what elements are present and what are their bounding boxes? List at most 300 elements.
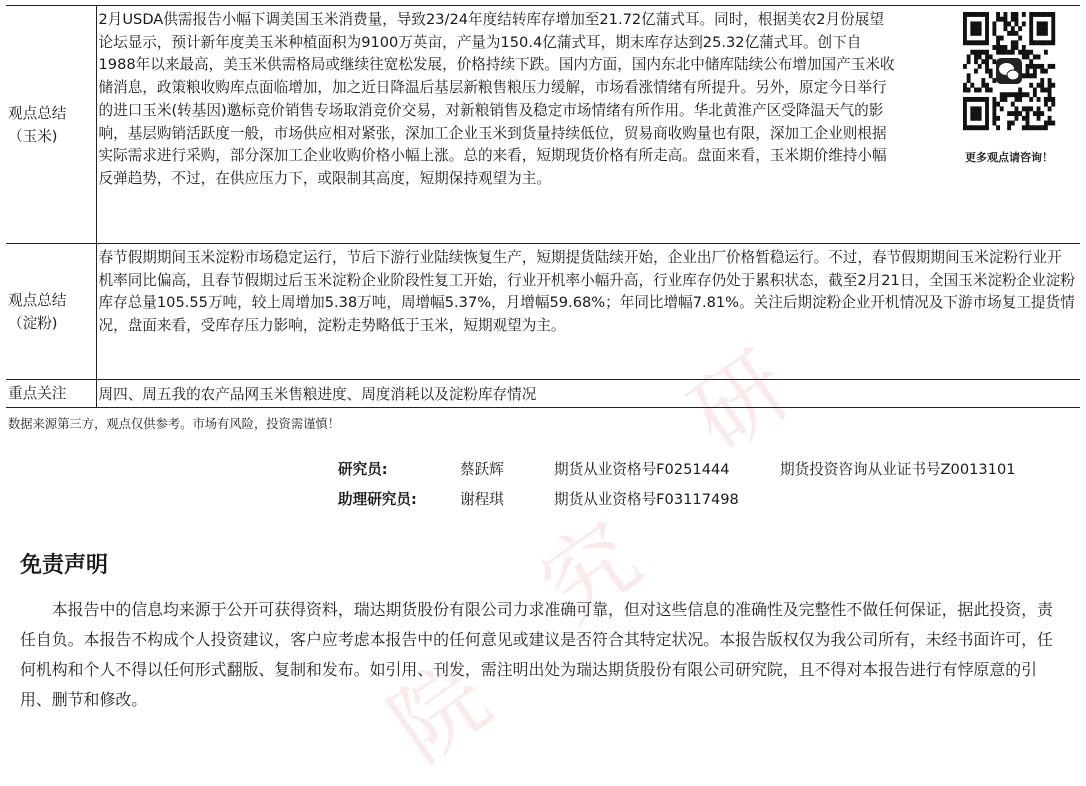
qr-module — [1037, 83, 1041, 88]
qr-module — [1048, 12, 1052, 17]
qr-module — [1026, 54, 1030, 59]
qr-module — [1029, 31, 1033, 36]
watermark-char: 院 — [371, 641, 509, 783]
qr-module — [1048, 78, 1052, 83]
qr-module — [1015, 92, 1019, 97]
qr-module — [1003, 26, 1007, 31]
qr-module — [1048, 121, 1052, 126]
qr-module — [996, 102, 1000, 107]
qr-module — [981, 78, 985, 83]
qr-module — [1033, 64, 1037, 69]
qr-module — [1022, 54, 1026, 59]
qr-module — [1051, 31, 1055, 36]
qr-module — [992, 97, 996, 102]
qr-module — [985, 83, 989, 88]
corn-summary-text: 2月USDA供需报告小幅下调美国玉米消费量，导致23/24年度结转库存增加至21.72亿蒲式耳。同时，根据美农2月份展望论坛显示，预计新年度美玉米种植面积为9100万英亩，产量为150.4亿蒲式耳，期末库存达到25.32亿蒲式耳。创下自1988年以来最高，美玉米供需格局或继续往宽松发展，价格持续下跌。国内方面，国内东北中储库陆续公布增加国产玉米收储消息，政策粮收购库点面临增加，加之近日降温后基层新粮售粮压力缓解，市场看涨情绪有所提升。另外，原定今日举行的进口玉米(转基因)邀标竞价销售专场取消竞价交易，对新粮销售及稳定市场情绪有所作用。华北黄淮产区受降温天气的影响，基层购销活跃度一般，市场供应相对紧张，深加工企业玉米到货量持续低位，贸易商收购量也有限，深加工企业则根据实际需求进行采购，部分深加工企业收购价格小幅上涨。总的来看，短期现货价格有所走高。盘面来看，玉米期价维持小幅反弹趋势，不过，在供应压力下，或限制其高度，短期保持观望为主。 — [98, 11, 895, 187]
qr-module — [981, 50, 985, 55]
qr-module — [992, 106, 996, 111]
qr-module — [1007, 31, 1011, 36]
qr-module — [992, 102, 996, 107]
qr-module — [1048, 92, 1052, 97]
qr-module — [978, 64, 982, 69]
qr-module — [1037, 40, 1041, 45]
qr-module — [1015, 40, 1019, 45]
qr-module — [1029, 73, 1033, 78]
qr-module — [978, 88, 982, 93]
qr-block — [944, 12, 1074, 169]
qr-module — [970, 40, 974, 45]
qr-module — [1029, 21, 1033, 26]
qr-module — [1026, 73, 1030, 78]
qr-module — [967, 12, 971, 17]
qr-module — [1026, 69, 1030, 74]
qr-module — [978, 50, 982, 55]
qr-module — [1033, 111, 1037, 116]
qr-module — [1029, 125, 1033, 130]
qr-module — [963, 17, 967, 22]
qr-module — [996, 40, 1000, 45]
qr-module — [974, 88, 978, 93]
qr-module — [1007, 92, 1011, 97]
row-content-corn — [96, 6, 1080, 244]
disclaimer-body: 本报告中的信息均来源于公开可获得资料，瑞达期货股份有限公司力求准确可靠，但对这些信息的准确性及完整性不做任何保证，据此投资，责任自负。本报告不构成个人投资建议，客户应考虑本报告中的任何意见或建议是否符合其特定状况。本报告版权仅为我公司所有，未经书面许可，任何机构和个人不得以任何形式翻版、复制和发布。如引用、刊发，需注明出处为瑞达期货股份有限公司研究院，且不得对本报告进行有悖原意的引用、删节和修改。 — [20, 600, 1053, 709]
qr-module — [978, 40, 982, 45]
qr-module — [978, 111, 982, 116]
qr-module — [1037, 97, 1041, 102]
qr-module — [974, 40, 978, 45]
qr-module — [1040, 40, 1044, 45]
qr-module — [974, 106, 978, 111]
qr-module — [1007, 111, 1011, 116]
qr-module — [985, 40, 989, 45]
qr-module — [996, 116, 1000, 121]
qr-module — [1026, 116, 1030, 121]
qr-module — [1033, 40, 1037, 45]
qr-module — [963, 64, 967, 69]
qr-module — [989, 54, 993, 59]
qr-module — [963, 106, 967, 111]
staff-cert: 期货从业资格号F03117498 — [554, 490, 739, 508]
qr-module — [1000, 97, 1004, 102]
qr-module — [1040, 78, 1044, 83]
qr-module — [1015, 45, 1019, 50]
qr-module — [985, 111, 989, 116]
qr-module — [1029, 12, 1033, 17]
table-row-focus — [6, 380, 1080, 408]
qr-module — [978, 12, 982, 17]
staff-row-researcher — [338, 453, 1016, 483]
qr-module — [1040, 12, 1044, 17]
qr-module — [963, 31, 967, 36]
qr-module — [985, 97, 989, 102]
qr-module — [985, 36, 989, 41]
qr-module — [963, 97, 967, 102]
qr-module — [1051, 17, 1055, 22]
qr-module — [1015, 17, 1019, 22]
qr-module — [985, 125, 989, 130]
qr-module — [963, 88, 967, 93]
qr-module — [981, 125, 985, 130]
qr-module — [1037, 111, 1041, 116]
qr-module — [1051, 102, 1055, 107]
qr-module — [981, 40, 985, 45]
qr-module — [963, 121, 967, 126]
row-content-starch: 春节假期期间玉米淀粉市场稳定运行，节后下游行业陆续恢复生产，短期提货陆续开始，企业出厂价格暂稳运行。不过，春节假期期间玉米淀粉行业开机率同比偏高，且春节假期过后玉米淀粉企业阶段性复工开始，行业开机率小幅升高，行业库存仍处于累积状态，截至2月21日，全国玉米淀粉企业淀粉库存总量105.55万吨，较上周增加5.38万吨，周增幅5.37%，月增幅59.68%；年同比增幅7.81%。关注后期淀粉企业开机情况及下游市场复工提货情况，盘面来看，受库存压力影响，淀粉走势略低于玉米，短期观望为主。 — [96, 244, 1080, 380]
qr-module — [1029, 64, 1033, 69]
qr-module — [1037, 125, 1041, 130]
qr-module — [992, 31, 996, 36]
qr-module — [970, 97, 974, 102]
qr-module — [974, 50, 978, 55]
qr-module — [1037, 106, 1041, 111]
qr-module — [1003, 12, 1007, 17]
qr-module — [981, 97, 985, 102]
qr-module — [974, 12, 978, 17]
disclaimer-title: 免责声明 — [20, 553, 109, 578]
qr-module — [1048, 40, 1052, 45]
qr-module — [1018, 92, 1022, 97]
qr-module — [1040, 64, 1044, 69]
qr-module — [985, 12, 989, 17]
table-row-corn — [6, 6, 1080, 244]
qr-module — [1018, 36, 1022, 41]
qr-module — [1048, 83, 1052, 88]
qr-module — [1037, 116, 1041, 121]
qr-module — [1033, 88, 1037, 93]
qr-module — [1011, 17, 1015, 22]
qr-module — [1040, 31, 1044, 36]
qr-module — [1011, 121, 1015, 126]
qr-module — [996, 36, 1000, 41]
qr-module — [967, 54, 971, 59]
qr-module — [1051, 97, 1055, 102]
qr-module — [985, 121, 989, 126]
qr-module — [985, 106, 989, 111]
qr-module — [1007, 21, 1011, 26]
qr-module — [970, 116, 974, 121]
qr-module — [1044, 31, 1048, 36]
qr-module — [1037, 26, 1041, 31]
qr-module — [963, 111, 967, 116]
row-label-starch: 观点总结（淀粉) — [6, 244, 96, 380]
qr-module — [996, 17, 1000, 22]
staff-cert: 期货从业资格号F0251444 — [554, 460, 730, 478]
qr-module — [1029, 97, 1033, 102]
qr-module — [985, 31, 989, 36]
qr-module — [1026, 125, 1030, 130]
qr-module — [1015, 111, 1019, 116]
qr-module — [1026, 92, 1030, 97]
qr-module — [970, 50, 974, 55]
qr-module — [974, 111, 978, 116]
qr-module — [992, 111, 996, 116]
qr-module — [1029, 59, 1033, 64]
qr-module — [1007, 121, 1011, 126]
qr-module — [996, 12, 1000, 17]
qr-module — [1022, 125, 1026, 130]
qr-module — [967, 40, 971, 45]
watermark-char: 究 — [521, 501, 659, 643]
qr-module — [992, 78, 996, 83]
qr-module — [1000, 36, 1004, 41]
qr-module — [963, 125, 967, 130]
qr-module — [981, 83, 985, 88]
qr-module — [1033, 12, 1037, 17]
qr-module — [1007, 125, 1011, 130]
qr-code — [963, 12, 1055, 130]
qr-module — [1033, 69, 1037, 74]
qr-module — [1026, 111, 1030, 116]
qr-module — [1003, 17, 1007, 22]
qr-module — [1022, 50, 1026, 55]
qr-module — [1051, 64, 1055, 69]
qr-module — [1029, 40, 1033, 45]
qr-module — [1022, 45, 1026, 50]
qr-module — [978, 125, 982, 130]
qr-module — [992, 116, 996, 121]
qr-module — [985, 50, 989, 55]
qr-module — [1029, 50, 1033, 55]
qr-module — [1033, 73, 1037, 78]
staff-role: 研究员: — [338, 460, 388, 478]
qr-caption: 更多观点请咨询！ — [965, 150, 1053, 164]
qr-module — [1044, 125, 1048, 130]
qr-module — [1051, 36, 1055, 41]
watermark-char: 研 — [671, 331, 809, 473]
qr-module — [1011, 50, 1015, 55]
qr-module — [1011, 31, 1015, 36]
qr-module — [967, 88, 971, 93]
qr-module — [1048, 106, 1052, 111]
qr-module — [1022, 21, 1026, 26]
wechat-icon — [996, 58, 1022, 84]
qr-module — [1051, 26, 1055, 31]
qr-module — [967, 59, 971, 64]
qr-module — [978, 54, 982, 59]
qr-module — [1044, 121, 1048, 126]
qr-module — [989, 88, 993, 93]
qr-module — [1040, 69, 1044, 74]
qr-module — [1011, 40, 1015, 45]
qr-module — [1000, 92, 1004, 97]
qr-module — [970, 125, 974, 130]
qr-module — [967, 125, 971, 130]
qr-module — [992, 45, 996, 50]
qr-module — [1015, 116, 1019, 121]
row-label-corn: 观点总结（玉米) — [6, 6, 96, 244]
qr-module — [1051, 12, 1055, 17]
qr-module — [1051, 21, 1055, 26]
qr-module — [1040, 21, 1044, 26]
qr-module — [1037, 21, 1041, 26]
qr-module — [1048, 88, 1052, 93]
qr-module — [974, 69, 978, 74]
qr-module — [970, 31, 974, 36]
qr-module — [1033, 92, 1037, 97]
qr-module — [1026, 50, 1030, 55]
qr-module — [974, 31, 978, 36]
qr-module — [970, 12, 974, 17]
qr-module — [1044, 69, 1048, 74]
qr-module — [1037, 64, 1041, 69]
qr-module — [963, 40, 967, 45]
qr-module — [985, 54, 989, 59]
qr-module — [1015, 31, 1019, 36]
qr-module — [1029, 26, 1033, 31]
qr-module — [996, 50, 1000, 55]
qr-module — [985, 17, 989, 22]
qr-module — [1018, 26, 1022, 31]
qr-module — [970, 21, 974, 26]
qr-module — [985, 116, 989, 121]
staff-block — [338, 453, 1016, 513]
qr-module — [1044, 97, 1048, 102]
qr-module — [1026, 106, 1030, 111]
qr-module — [970, 106, 974, 111]
staff-name: 蔡跃辉 — [460, 460, 504, 478]
qr-module — [985, 102, 989, 107]
qr-module — [1015, 106, 1019, 111]
qr-module — [970, 111, 974, 116]
qr-module — [1015, 21, 1019, 26]
qr-module — [1022, 12, 1026, 17]
qr-module — [963, 12, 967, 17]
qr-module — [1011, 102, 1015, 107]
qr-module — [1044, 40, 1048, 45]
qr-module — [1000, 50, 1004, 55]
qr-module — [963, 116, 967, 121]
qr-module — [989, 73, 993, 78]
qr-module — [1026, 121, 1030, 126]
qr-module — [1022, 92, 1026, 97]
qr-module — [1033, 125, 1037, 130]
qr-module — [1011, 92, 1015, 97]
qr-module — [1040, 83, 1044, 88]
qr-module — [963, 102, 967, 107]
qr-module — [1044, 102, 1048, 107]
qr-module — [1000, 45, 1004, 50]
qr-module — [1044, 88, 1048, 93]
qr-module — [974, 21, 978, 26]
qr-module — [981, 12, 985, 17]
qr-module — [1015, 97, 1019, 102]
qr-module — [978, 26, 982, 31]
qr-module — [1037, 12, 1041, 17]
staff-cert-consult: 期货投资咨询从业证书号Z0013101 — [780, 460, 1016, 478]
qr-module — [974, 59, 978, 64]
qr-module — [1026, 64, 1030, 69]
qr-module — [1029, 83, 1033, 88]
staff-role: 助理研究员: — [338, 490, 417, 508]
qr-module — [1003, 50, 1007, 55]
qr-module — [1018, 97, 1022, 102]
qr-module — [1051, 83, 1055, 88]
qr-module — [1033, 54, 1037, 59]
qr-module — [1048, 116, 1052, 121]
qr-module — [992, 121, 996, 126]
qr-module — [1044, 12, 1048, 17]
qr-module — [1022, 116, 1026, 121]
qr-module — [1048, 64, 1052, 69]
qr-module — [1040, 111, 1044, 116]
qr-module — [985, 59, 989, 64]
qr-module — [1003, 21, 1007, 26]
qr-module — [985, 26, 989, 31]
qr-module — [1003, 97, 1007, 102]
qr-module — [1003, 45, 1007, 50]
source-note: 数据来源第三方，观点仅供参考。市场有风险，投资需谨慎！ — [8, 417, 341, 431]
qr-module — [985, 88, 989, 93]
qr-module — [1011, 111, 1015, 116]
qr-module — [1011, 12, 1015, 17]
qr-module — [967, 78, 971, 83]
row-content-focus: 周四、周五我的农产品网玉米售粮进度、周度消耗以及淀粉库存情况 — [96, 380, 1080, 408]
qr-module — [1018, 111, 1022, 116]
report-table — [6, 5, 1080, 408]
qr-module — [1011, 45, 1015, 50]
qr-module — [1037, 54, 1041, 59]
qr-module — [1040, 26, 1044, 31]
qr-module — [1044, 21, 1048, 26]
qr-module — [1040, 88, 1044, 93]
qr-module — [992, 21, 996, 26]
qr-module — [974, 97, 978, 102]
qr-module — [992, 26, 996, 31]
qr-module — [1051, 121, 1055, 126]
qr-module — [967, 97, 971, 102]
qr-module — [985, 21, 989, 26]
qr-module — [978, 106, 982, 111]
qr-module — [970, 26, 974, 31]
qr-module — [963, 83, 967, 88]
row-label-focus: 重点关注 — [6, 380, 96, 408]
qr-module — [1048, 97, 1052, 102]
qr-module — [970, 83, 974, 88]
qr-module — [989, 69, 993, 74]
qr-module — [963, 26, 967, 31]
qr-module — [978, 21, 982, 26]
qr-module — [996, 125, 1000, 130]
qr-module — [1037, 31, 1041, 36]
qr-module — [1018, 88, 1022, 93]
qr-module — [1051, 40, 1055, 45]
table-row-starch — [6, 244, 1080, 380]
qr-module — [974, 125, 978, 130]
qr-module — [1018, 50, 1022, 55]
staff-name: 谢程琪 — [460, 490, 504, 508]
qr-module — [978, 116, 982, 121]
qr-module — [974, 54, 978, 59]
qr-module — [1000, 106, 1004, 111]
qr-module — [1022, 106, 1026, 111]
qr-module — [1015, 12, 1019, 17]
qr-module — [978, 31, 982, 36]
qr-module — [1011, 26, 1015, 31]
qr-module — [992, 59, 996, 64]
qr-module — [967, 73, 971, 78]
qr-module — [981, 59, 985, 64]
qr-module — [1029, 36, 1033, 41]
qr-module — [974, 26, 978, 31]
qr-module — [1000, 17, 1004, 22]
qr-module — [1044, 26, 1048, 31]
qr-module — [1003, 92, 1007, 97]
qr-module — [1022, 73, 1026, 78]
qr-module — [1044, 50, 1048, 55]
qr-module — [1007, 50, 1011, 55]
qr-module — [1040, 125, 1044, 130]
qr-module — [1029, 17, 1033, 22]
